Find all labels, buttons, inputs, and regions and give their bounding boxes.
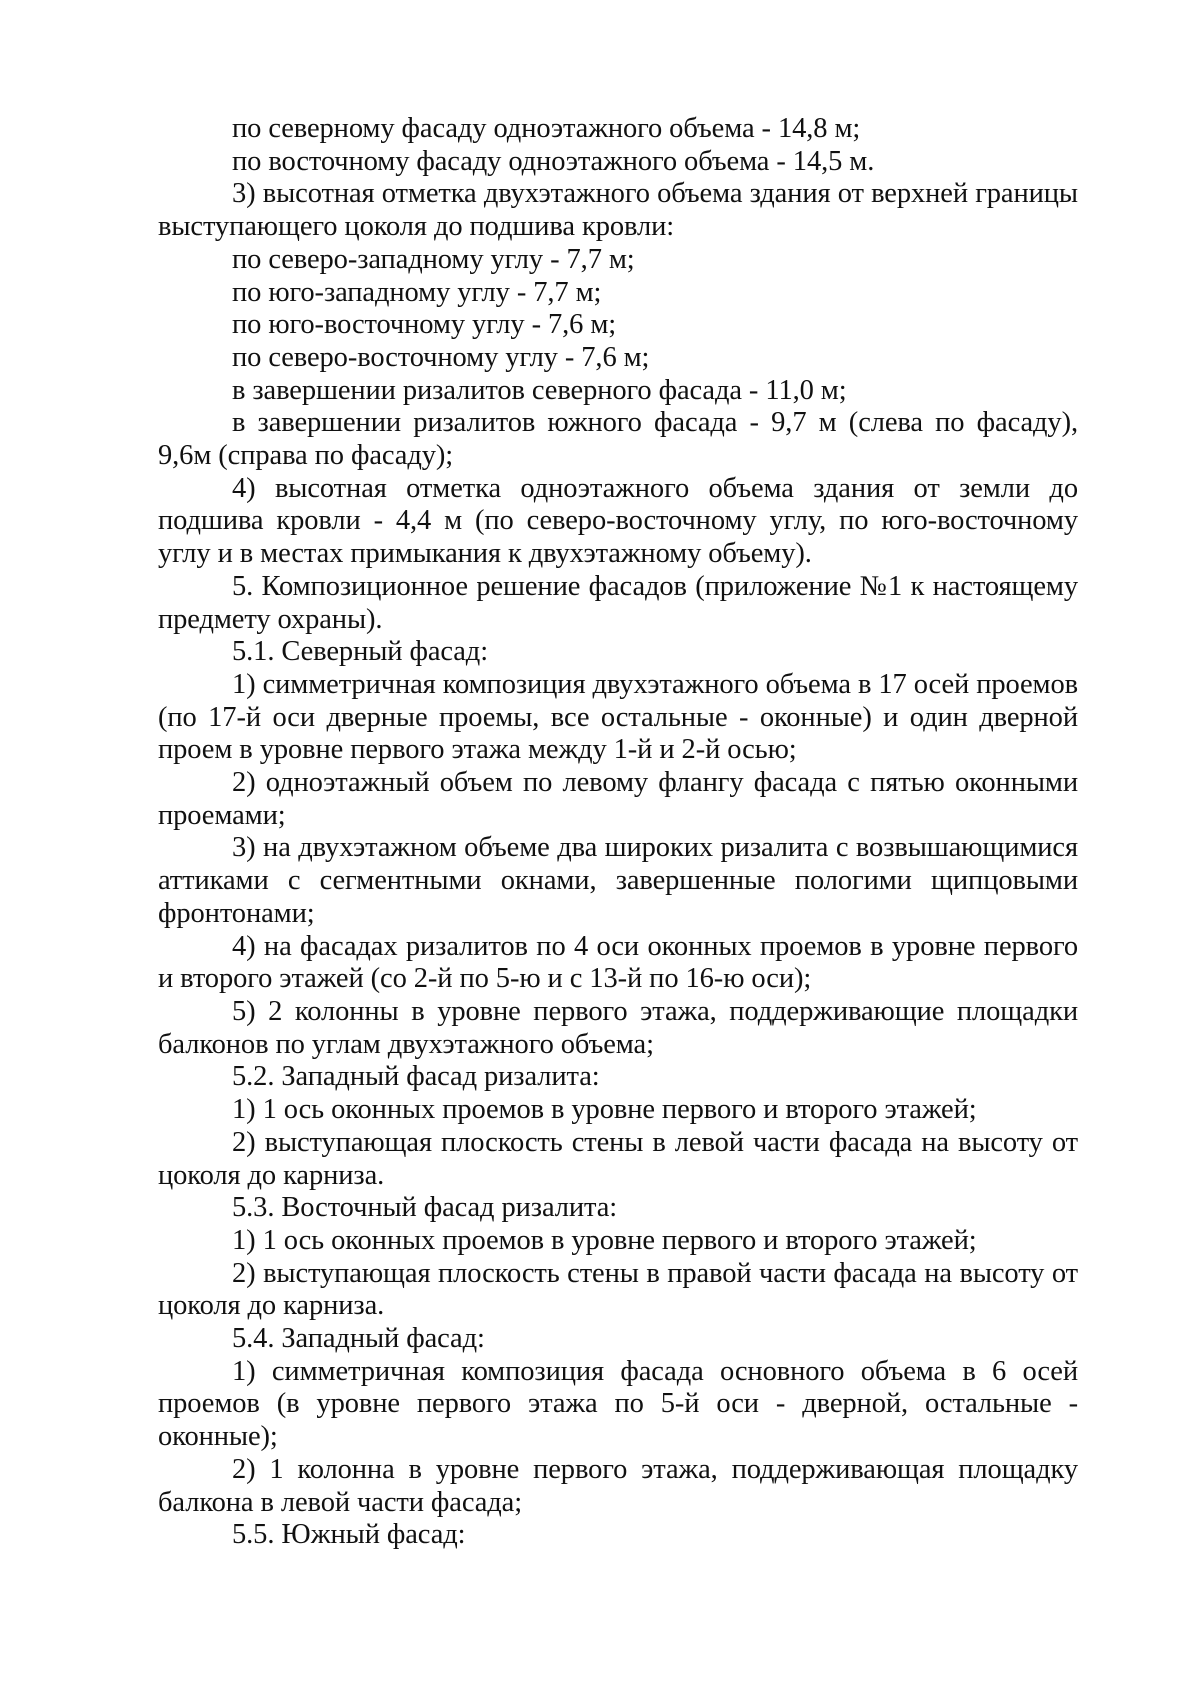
paragraph: 5. Композиционное решение фасадов (приложение №1 к настоящему предмету охраны). [158,570,1078,635]
paragraph: 2) 1 колонна в уровне первого этажа, поддерживающая площадку балкона в левой части фасада; [158,1453,1078,1518]
section-heading: 5.4. Западный фасад: [232,1323,485,1355]
paragraph: 2) одноэтажный объем по левому флангу фасада с пятью оконными проемами; [158,767,1078,831]
section-heading: 5.1. Северный фасад: [232,636,489,668]
paragraph: в завершении ризалитов северного фасада - 11,0 м; [232,374,847,406]
section-heading: 5.3. Восточный фасад ризалита: [232,1192,618,1224]
paragraph: 4) высотная отметка одноэтажного объема здания от земли до подшива кровли - 4,4 м (по северо-восточному углу, по юго-восточному углу и в местах примыкания к двухэтажному объему). [158,472,1078,570]
paragraph: 2) выступающая плоскость стены в правой части фасада на высоту от цоколя до карниза. [158,1257,1078,1322]
paragraph: 3) высотная отметка двухэтажного объема здания от верхней границы выступающего цоколя до подшива кровли: [158,178,1078,243]
paragraph: по восточному фасаду одноэтажного объема - 14,5 м. [232,145,875,177]
paragraph: по северному фасаду одноэтажного объема - 14,8 м; [232,113,861,144]
paragraph: по северо-западному углу - 7,7 м; [232,243,635,275]
paragraph: в завершении ризалитов южного фасада - 9,7 м (слева по фасаду), 9,6м (справа по фасаду); [158,407,1078,472]
section-heading: 5.5. Южный фасад: [232,1519,466,1551]
paragraph: по северо-восточному углу - 7,6 м; [232,341,650,373]
paragraph: 2) выступающая плоскость стены в левой части фасада на высоту от цоколя до карниза. [158,1126,1078,1191]
paragraph: 4) на фасадах ризалитов по 4 оси оконных проемов в уровне первого и второго этажей (со 2-й по 5-ю и с 13-й по 16-ю оси); [158,930,1078,995]
paragraph: 1) 1 ось оконных проемов в уровне первого и второго этажей; [232,1094,977,1126]
paragraph: по юго-западному углу - 7,7 м; [232,276,602,308]
section-heading: 5.2. Западный фасад ризалита: [232,1061,600,1093]
paragraph: 5) 2 колонны в уровне первого этажа, поддерживающие площадки балконов по углам двухэтажного объема; [158,995,1078,1060]
paragraph: по юго-восточному углу - 7,6 м; [232,309,617,341]
paragraph: 3) на двухэтажном объеме два широких ризалита с возвышающимися аттиками с сегментными окнами, завершенные пологими щипцовыми фронтонами; [158,832,1078,929]
document-page [158,113,1078,1552]
paragraph: 1) симметричная композиция фасада основного объема в 6 осей проемов (в уровне первого этажа по 5-й оси - дверной, остальные - оконные); [158,1355,1078,1453]
paragraph: 1) 1 ось оконных проемов в уровне первого и второго этажей; [232,1224,977,1256]
paragraph: 1) симметричная композиция двухэтажного объема в 17 осей проемов (по 17-й оси дверные проемы, все остальные - оконные) и один дверной проем в уровне первого этажа между 1-й и 2-й осью; [158,668,1078,766]
